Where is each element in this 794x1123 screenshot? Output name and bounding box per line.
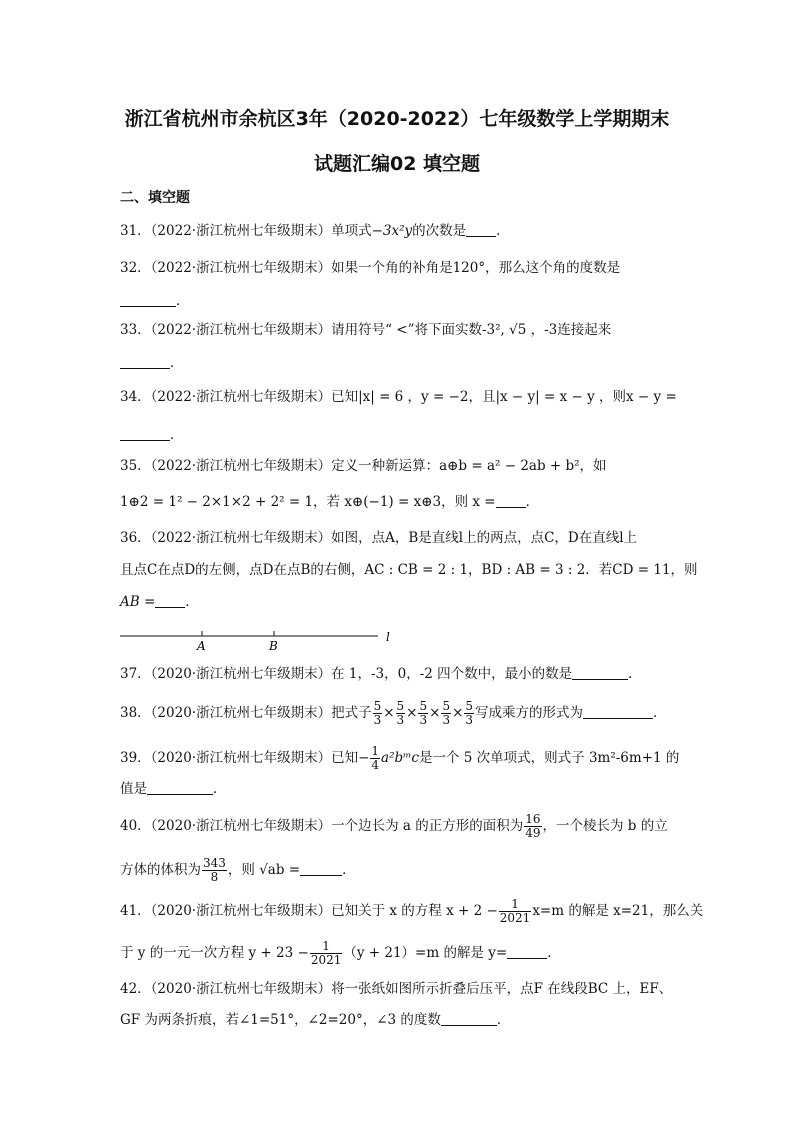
q40-text-l2: 方体的体积为 bbox=[120, 862, 201, 878]
q36-text: AB = bbox=[120, 594, 156, 610]
q32-end: ． bbox=[176, 293, 190, 309]
q39-text-post: 是一个 5 次单项式，则式子 3m²-6m+1 的 bbox=[418, 750, 680, 766]
q31-text: 31．（2022·浙江杭州七年级期末）单项式 bbox=[120, 223, 372, 239]
question-34-line2 bbox=[120, 425, 184, 445]
fraction: $\frac{5}{3}$ bbox=[419, 699, 428, 727]
q37-text: 37．（2020·浙江杭州七年级期末）在 1，-3，0，-2 四个数中，最小的数是 bbox=[120, 666, 573, 682]
q40-end: ． bbox=[342, 862, 356, 878]
q41-text-post: x=m 的解是 x=21，那么关 bbox=[532, 903, 704, 919]
answer-blank bbox=[120, 426, 170, 441]
q31-expr: −3x²y bbox=[371, 223, 413, 239]
q42-end: ． bbox=[496, 1012, 511, 1028]
q31-text-post: 的次数是 bbox=[412, 223, 467, 239]
q34-end: ． bbox=[170, 427, 184, 443]
question-36-line2: 且点C在点D的左侧，点D在点B的右侧，AC : CB = 2 : 1，BD : AB = 3 : 2．若CD = 11，则 bbox=[120, 562, 698, 578]
q41-text-l2: 于 y 的一元一次方程 y + 23 − bbox=[120, 945, 309, 961]
q42-text: GF 为两条折痕，若∠1=51°，∠2=20°，∠3 的度数 bbox=[120, 1012, 441, 1028]
question-32-line2 bbox=[120, 291, 190, 311]
answer-blank bbox=[466, 222, 496, 237]
q37-end: ． bbox=[628, 666, 642, 682]
question-39-line2 bbox=[120, 779, 227, 799]
answer-blank bbox=[120, 292, 176, 307]
fraction: $\frac{343}{8}$ bbox=[203, 856, 226, 884]
q39-text: 39．（2020·浙江杭州七年级期末）已知− bbox=[120, 750, 370, 766]
q38-text-post: 写成乘方的形式为 bbox=[475, 705, 584, 721]
q35-text: 1⊕2 = 1² − 2×1×2 + 2² = 1，若 x⊕(−1) = x⊕3，则 x = bbox=[120, 494, 496, 510]
q33-end: ． bbox=[170, 355, 184, 371]
q41-text-l2-post: （y + 21）=m 的解是 y= bbox=[343, 945, 508, 961]
q41-end: ． bbox=[547, 945, 561, 961]
question-42-line2 bbox=[120, 1010, 510, 1030]
fraction: $\frac{1}{4}$ bbox=[371, 744, 380, 772]
question-38: 38．（2020·浙江杭州七年级期末）把式子 $\frac{5}{3}$ × $\frac{5}{3}$ × $\frac{5}{3}$ × $\frac{5}{3}$ × $\frac{5}{3}$ 写成乘方的形式为 ． bbox=[120, 699, 667, 727]
question-34: 34．（2022·浙江杭州七年级期末）已知|x| = 6 ，y = −2，且|x − y| = x − y ，则x − y = bbox=[120, 389, 677, 405]
q41-text: 41．（2020·浙江杭州七年级期末）已知关于 x 的方程 x + 2 − bbox=[120, 903, 498, 919]
answer-blank bbox=[496, 493, 526, 508]
question-35: 35．（2022·浙江杭州七年级期末）定义一种新运算：a⊕b = a² − 2ab + b²，如 bbox=[120, 458, 607, 474]
q35-end: ． bbox=[525, 494, 540, 510]
answer-blank bbox=[155, 593, 185, 608]
section-heading: 二、填空题 bbox=[120, 190, 190, 206]
fraction: $\frac{1}{2021}$ bbox=[499, 897, 531, 925]
fraction: $\frac{5}{3}$ bbox=[442, 699, 451, 727]
answer-blank bbox=[572, 665, 628, 680]
answer-blank bbox=[507, 944, 547, 959]
answer-blank bbox=[300, 861, 342, 876]
line-figure bbox=[120, 626, 400, 654]
fraction: $\frac{5}{3}$ bbox=[396, 699, 405, 727]
fraction: $\frac{16}{49}$ bbox=[525, 812, 541, 840]
question-33: 33．（2022·浙江杭州七年级期末）请用符号“ <”将下面实数-3², √5 ，-3连接起来 bbox=[120, 322, 612, 338]
question-36: 36．（2022·浙江杭州七年级期末）如图，点A，B是直线l上的两点，点C，D在直线l上 bbox=[120, 530, 638, 546]
label-l: l bbox=[386, 630, 390, 644]
fraction: $\frac{5}{3}$ bbox=[465, 699, 474, 727]
question-35-line2 bbox=[120, 492, 539, 512]
label-b: B bbox=[269, 639, 278, 653]
question-37 bbox=[120, 664, 642, 684]
q38-text: 38．（2020·浙江杭州七年级期末）把式子 bbox=[120, 705, 372, 721]
q39-expr: a²bᵐc bbox=[381, 750, 419, 766]
question-40-line2 bbox=[120, 857, 356, 884]
q38-end: ． bbox=[653, 705, 667, 721]
question-33-line2 bbox=[120, 353, 184, 373]
question-41 bbox=[120, 898, 703, 925]
question-31 bbox=[120, 221, 510, 241]
question-41-line2 bbox=[120, 940, 561, 967]
q40-text-l2-post: ，则 √ab = bbox=[227, 862, 301, 878]
question-32: 32．（2022·浙江杭州七年级期末）如果一个角的补角是120°，那么这个角的度数是 bbox=[120, 260, 621, 276]
title-line-1: 浙江省杭州市余杭区3年（2020-2022）七年级数学上学期期末 bbox=[124, 108, 670, 130]
answer-blank bbox=[147, 780, 213, 795]
label-a: A bbox=[197, 639, 206, 653]
q39-end: ． bbox=[213, 781, 227, 797]
answer-blank bbox=[441, 1011, 497, 1026]
fraction: $\frac{1}{2021}$ bbox=[310, 939, 342, 967]
question-39 bbox=[120, 745, 679, 772]
answer-blank bbox=[120, 354, 170, 369]
question-42: 42．（2020·浙江杭州七年级期末）将一张纸如图所示折叠后压平，点F 在线段BC 上，EF、 bbox=[120, 981, 673, 997]
q36-end: ． bbox=[185, 594, 199, 610]
q39-text-l2: 值是 bbox=[120, 781, 147, 797]
q40-text-post: ，一个棱长为 b 的立 bbox=[542, 818, 668, 834]
fraction: $\frac{5}{3}$ bbox=[373, 699, 382, 727]
title-line-2: 试题汇编02 填空题 bbox=[313, 153, 481, 175]
answer-blank bbox=[583, 704, 653, 719]
question-36-line3 bbox=[120, 592, 199, 612]
question-40 bbox=[120, 813, 668, 840]
q31-end: ． bbox=[496, 223, 510, 239]
q40-text: 40．（2020·浙江杭州七年级期末）一个边长为 a 的正方形的面积为 bbox=[120, 818, 524, 834]
